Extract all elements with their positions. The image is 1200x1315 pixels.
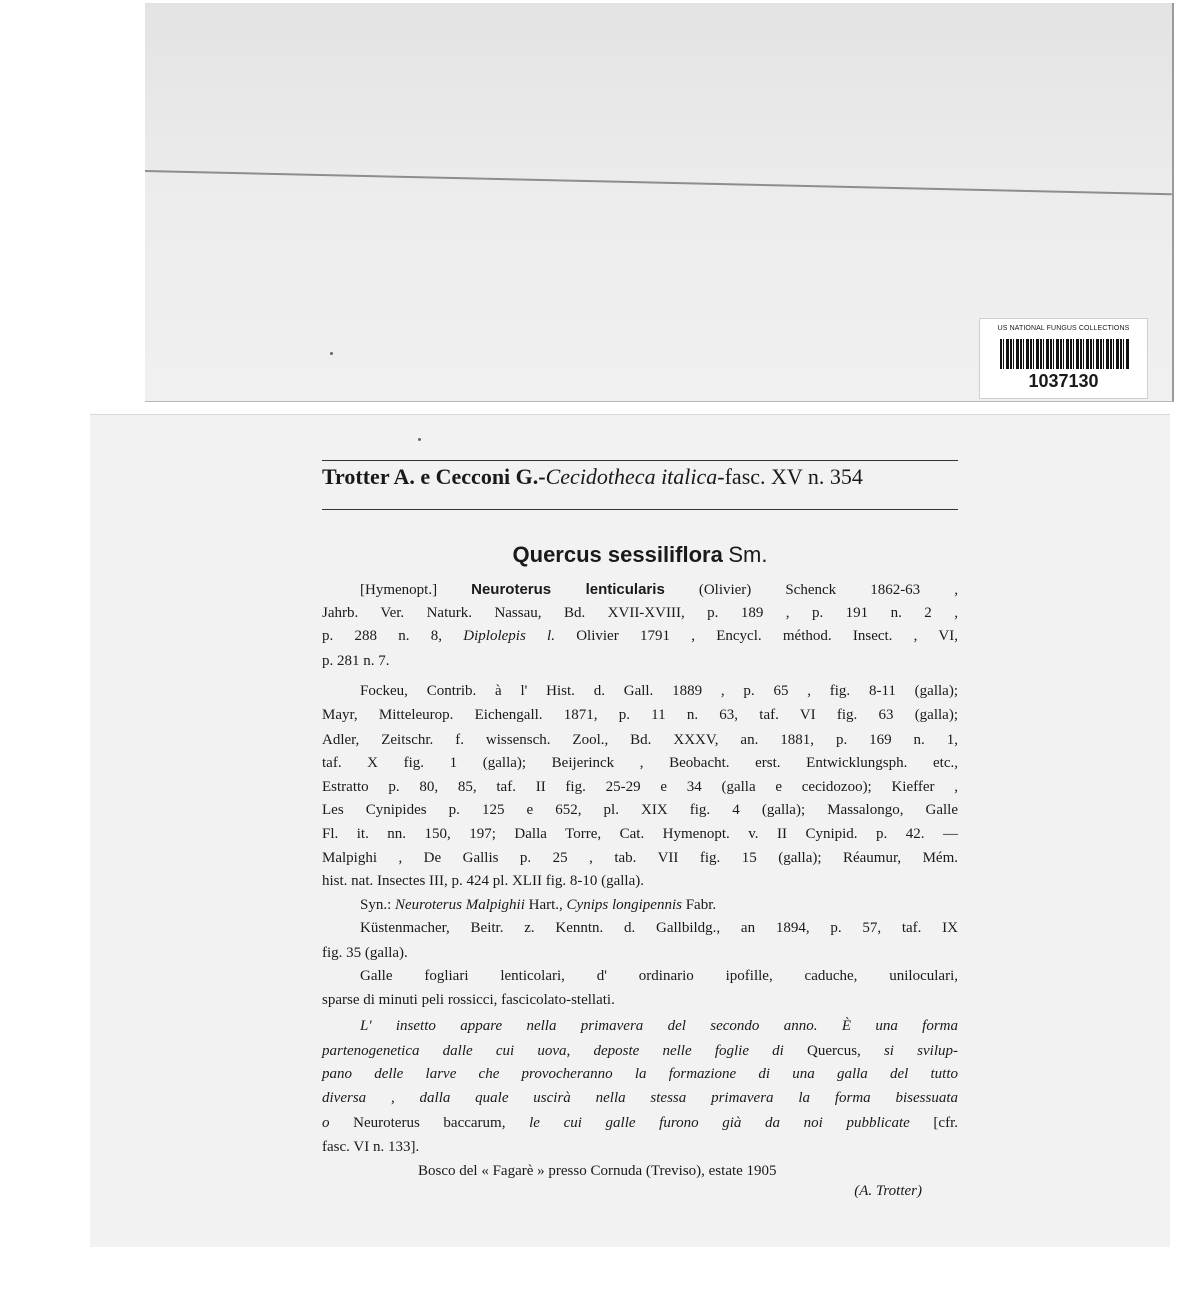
host-author: Sm. (728, 542, 768, 567)
text-line (322, 603, 958, 623)
text-line (322, 1113, 958, 1133)
text-segment: Quercus (807, 1043, 858, 1059)
text-segment: fig. 35 (galla). (322, 945, 408, 961)
text-segment: sparse di minuti peli rossicci, fascicolato-stellati. (322, 992, 615, 1008)
text-segment: Neuroterus Malpighii (395, 897, 525, 913)
text-segment: Olivier 1791 , Encycl. méthod. Insect. , VI, (554, 628, 958, 644)
text-segment: o (322, 1115, 354, 1131)
text-line (322, 705, 958, 725)
text-segment: Les Cynipides p. 125 e 652, pl. XIX fig. 4 (galla); Massalongo, Galle (322, 802, 958, 818)
header-authors: Trotter A. e Cecconi G.- (322, 464, 546, 489)
text-segment: Küstenmacher, Beitr. z. Kenntn. d. Gallbildg., an 1894, p. 57, taf. IX (360, 920, 958, 936)
text-line (360, 918, 958, 938)
text-segment: Mayr, Mitteleurop. Eichengall. 1871, p. 11 n. 63, taf. VI fig. 63 (galla); (322, 707, 958, 723)
text-segment: Bosco del « Fagarè » presso Cornuda (Treviso), estate 1905 (418, 1163, 777, 1179)
text-segment: p. 288 n. 8, (322, 628, 464, 644)
text-segment: L' insetto appare nella primavera del secondo anno. È una forma (360, 1018, 958, 1034)
barcode-icon (1000, 339, 1130, 369)
text-line (322, 871, 958, 891)
text-line (322, 651, 958, 671)
text-segment: partenogenetica dalle cui uova, deposte nelle foglie di (322, 1043, 808, 1059)
text-segment: Adler, Zeitschr. f. wissensch. Zool., Bd. XXXV, an. 1881, p. 169 n. 1, (322, 732, 958, 748)
text-segment: fasc. VI n. 133]. (322, 1139, 420, 1155)
text-segment: p. 281 n. 7. (322, 653, 390, 669)
text-line (360, 895, 958, 915)
text-line (322, 990, 958, 1010)
text-line (322, 777, 958, 797)
text-segment: Diplolepis l. (463, 628, 555, 644)
text-line (322, 1088, 958, 1108)
text-segment: Neuroterus lenticularis (471, 581, 665, 598)
text-line (322, 824, 958, 844)
text-segment: Neuroterus baccarum (353, 1115, 502, 1131)
host-species (322, 542, 958, 568)
text-segment: Malpighi , De Gallis p. 25 , tab. VII fig. 15 (galla); Réaumur, Mém. (322, 850, 958, 866)
text-segment: Cynips longipennis (566, 897, 682, 913)
text-segment: [cfr. (909, 1115, 958, 1131)
header-work: Cecidotheca italica (545, 464, 718, 489)
text-segment: Jahrb. Ver. Naturk. Nassau, Bd. XVII-XVIII, p. 189 , p. 191 n. 2 , (322, 605, 958, 621)
text-line (322, 1041, 958, 1061)
text-segment: taf. X fig. 1 (galla); Beijerinck , Beobacht. erst. Entwicklungsph. etc., (322, 755, 958, 771)
text-segment: , le cui galle furono già da noi pubblicate (501, 1115, 910, 1131)
text-segment: Galle fogliari lenticolari, d' ordinario ipofille, caduche, uniloculari, (360, 968, 958, 984)
header-rule-top (322, 460, 958, 461)
header-fascicle: -fasc. XV n. 354 (717, 464, 863, 489)
text-segment: Fl. it. nn. 150, 197; Dalla Torre, Cat. Hymenopt. v. II Cynipid. p. 42. — (322, 826, 958, 842)
envelope-flap (145, 3, 1172, 171)
barcode-caption: US NATIONAL FUNGUS COLLECTIONS (997, 325, 1130, 332)
text-line (360, 681, 958, 701)
text-segment: , si svilup- (857, 1043, 958, 1059)
text-line (360, 966, 958, 986)
text-line (360, 1016, 958, 1036)
text-line (322, 1064, 958, 1084)
text-segment: pano delle larve che provocheranno la formazione di una galla del tutto (322, 1066, 958, 1082)
text-line (418, 1161, 958, 1181)
text-line (322, 1137, 958, 1157)
text-line (322, 730, 958, 750)
host-name: Quercus sessiliflora (512, 542, 723, 567)
text-segment: Syn.: (360, 897, 396, 913)
text-segment: Estratto p. 80, 85, taf. II fig. 25-29 e 34 (galla e cecidozoo); Kieffer , (322, 779, 958, 795)
speck (418, 438, 421, 441)
text-segment: Hart., (524, 897, 567, 913)
text-segment: Fabr. (681, 897, 717, 913)
header-rule-bottom (322, 509, 958, 510)
barcode-label (979, 318, 1148, 399)
text-line (322, 753, 958, 773)
speck (330, 352, 333, 355)
text-line (322, 626, 958, 646)
barcode-number: 1037130 (1028, 371, 1099, 391)
text-segment: (Olivier) Schenck 1862-63 , (664, 582, 958, 598)
text-segment: hist. nat. Insectes III, p. 424 pl. XLII fig. 8-10 (galla). (322, 873, 644, 889)
text-segment: diversa , dalla quale uscirà nella stessa primavera la forma bisessuata (322, 1090, 958, 1106)
text-line (322, 943, 958, 963)
text-line (360, 580, 958, 600)
text-line (322, 848, 958, 868)
text-segment: [Hymenopt.] (360, 582, 472, 598)
text-line (322, 800, 958, 820)
collector: (A. Trotter) (854, 1183, 922, 1199)
label-header (322, 464, 962, 504)
envelope-flap-edge (145, 170, 1172, 195)
text-segment: Fockeu, Contrib. à l' Hist. d. Gall. 1889 , p. 65 , fig. 8-11 (galla); (360, 683, 958, 699)
